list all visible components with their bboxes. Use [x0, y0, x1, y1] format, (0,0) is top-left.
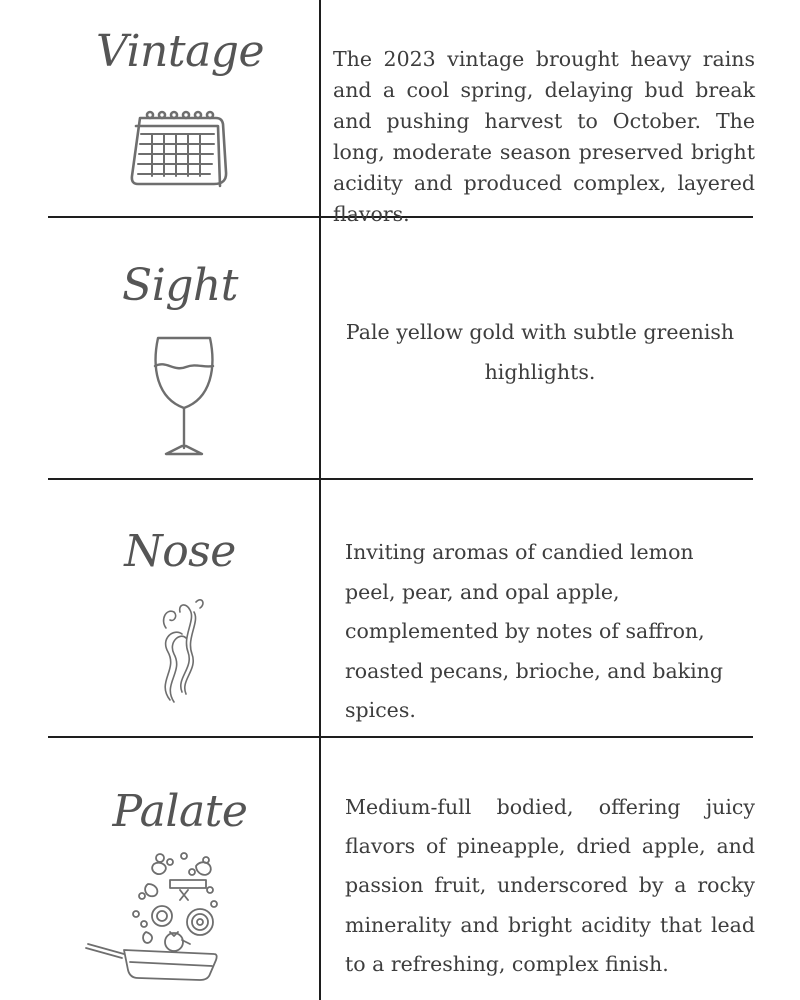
row-divider: [48, 478, 753, 480]
food-pan-icon: [84, 850, 234, 990]
section-description: Inviting aromas of candied lemon peel, pear, and opal apple, complemented by notes of saffron, roasted pecans, brioche, and baking spices.: [345, 540, 723, 722]
section-description: Medium-full bodied, offering juicy flavors of pineapple, dried apple, and passion fruit, underscored by a rocky minerality and bright acidity that lead to a refreshing, complex finish.: [345, 795, 755, 976]
column-divider: [319, 0, 321, 1000]
section-title: Nose: [124, 526, 236, 577]
calendar-icon: [128, 108, 232, 192]
section-title: Vintage: [95, 26, 265, 77]
wine-glass-icon: [152, 336, 216, 458]
section-title: Sight: [122, 260, 238, 311]
row-divider: [48, 736, 753, 738]
section-description: Pale yellow gold with subtle greenish highlights.: [345, 320, 735, 384]
aroma-swirl-icon: [152, 590, 208, 710]
section-description: The 2023 vintage brought heavy rains and a cool spring, delaying bud break and pushing harvest to October. The long, moderate season preserved bright acidity and produced complex, layered flavors.: [333, 47, 755, 226]
section-title: Palate: [112, 786, 248, 837]
